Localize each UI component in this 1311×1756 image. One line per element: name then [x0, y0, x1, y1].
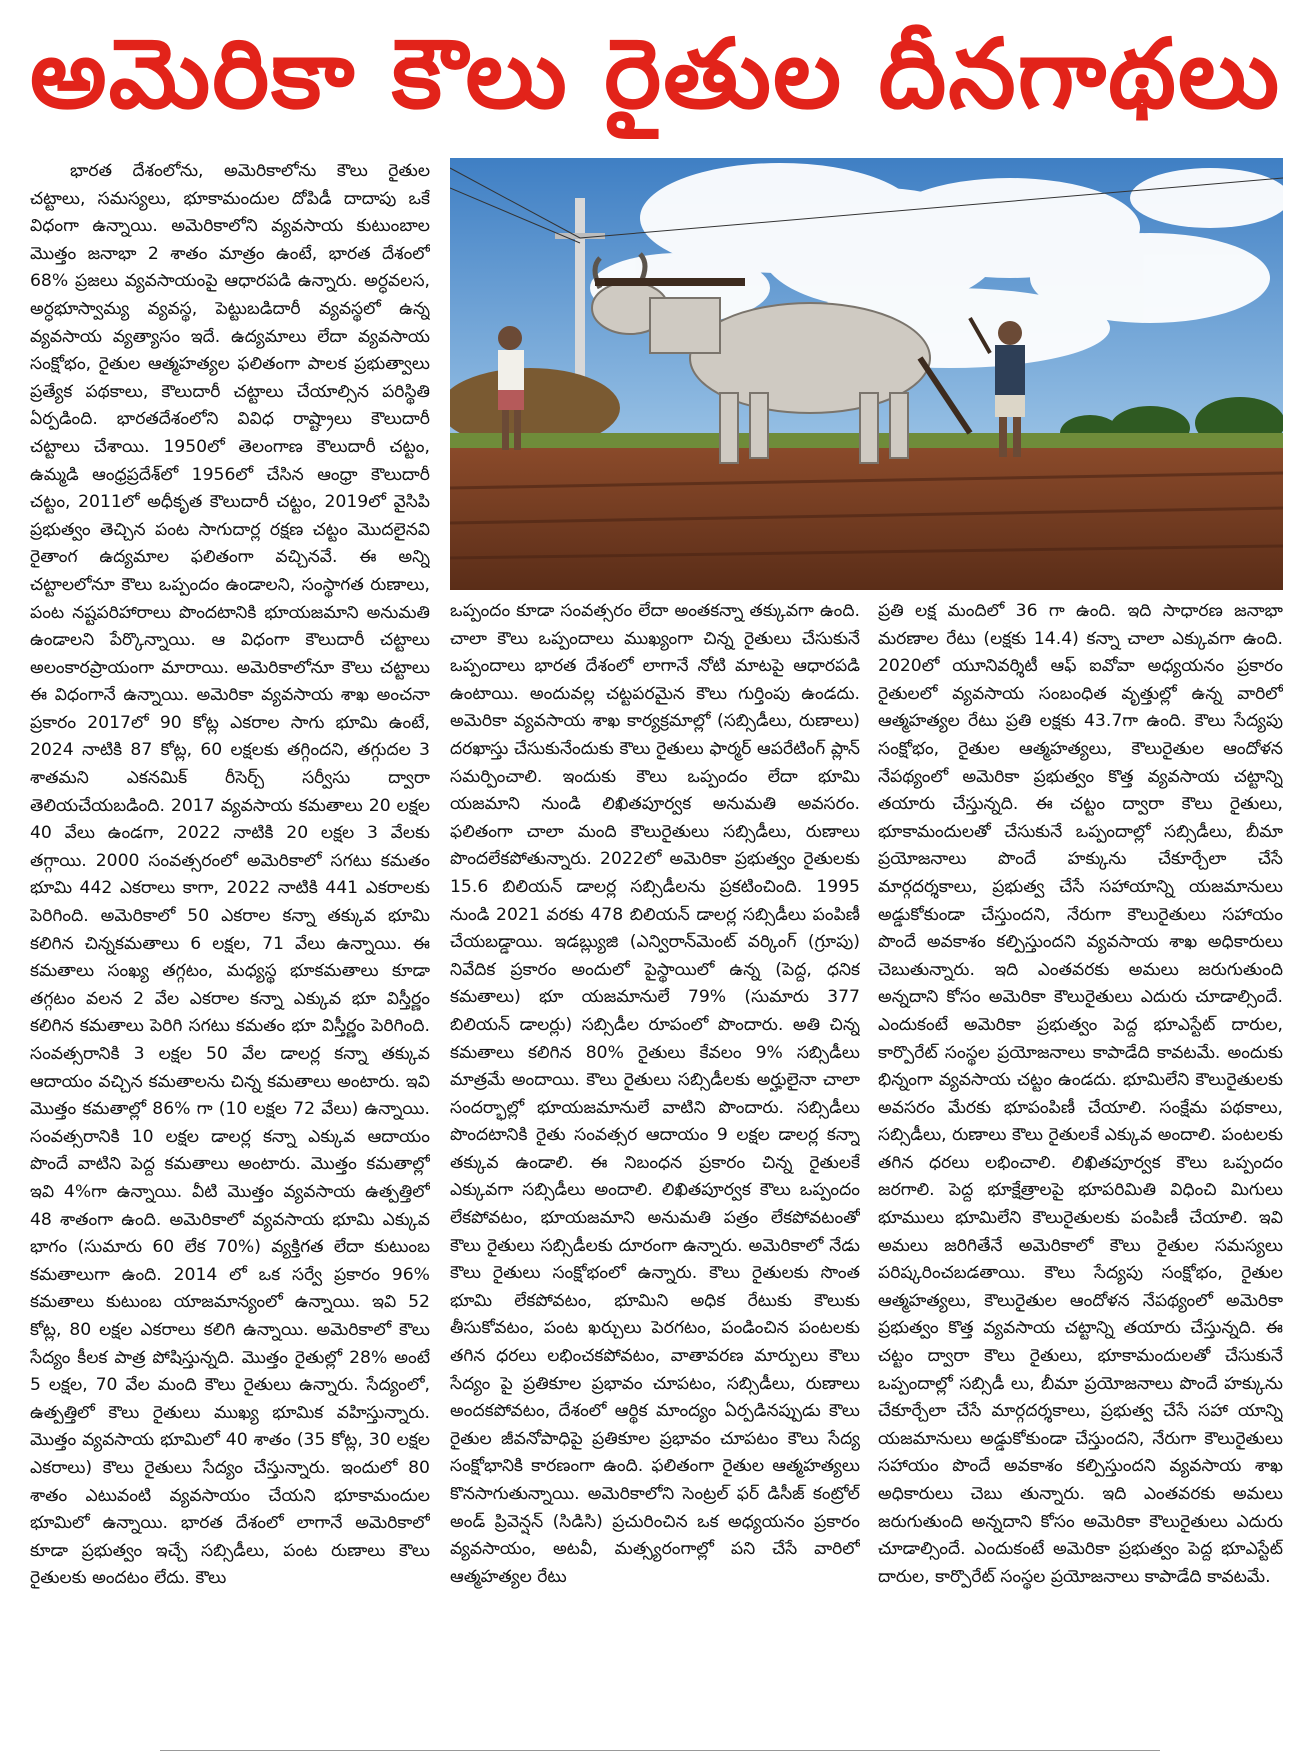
article-title: అమెరికా కౌలు రైతుల దీనగాథలు — [29, 18, 1282, 130]
column-1-text: భారత దేశంలోను, అమెరికాలోను కౌలు రైతుల చట్టాలు, సమస్యలు, భూకామందుల దోపిడీ దాదాపు ఒకే విధంగా ఉన్నాయి. అమెరికాలోని వ్యవసాయ కుటుంబాల మొత్తం జనాభా 2 శాతం మాత్రం ఉంటే, భారత దేశంలో 68% ప్రజలు వ్యవసాయంపై ఆధారపడి ఉన్నారు. అర్ధవలస, అర్ధభూస్వామ్య వ్యవస్థ, పెట్టుబడిదారీ వ్యవస్థలో ఉన్న వ్యవసాయ వ్యత్యాసం ఇదే. ఉద్యమాలు లేదా వ్యవసాయ సంక్షోభం, రైతుల ఆత్మహత్యల ఫలితంగా పాలక ప్రభుత్వాలు ప్రత్యేక పథకాలు, కౌలుదారీ చట్టాలు చేయాల్సిన పరిస్థితి ఏర్పడింది. భారతదేశంలోని వివిధ రాష్ట్రాలు కౌలుదారీ చట్టాలు చేశాయి. 1950లో తెలంగాణ కౌలుదారీ చట్టం, ఉమ్మడి ఆంధ్రప్రదేశ్‌లో 1956లో చేసిన ఆంధ్రా కౌలుదారీ చట్టం, 2011లో అధీకృత కౌలుదారీ చట్టం, 2019లో వైసిపి ప్రభుత్వం తెచ్చిన పంట సాగుదార్ల రక్షణ చట్టం మొదలైనవి రైతాంగ ఉద్యమాల ఫలితంగా వచ్చినవే. ఈ అన్ని చట్టాలలోనూ కౌలు ఒప్పందం ఉండాలని, సంస్థాగత రుణాలు, పంట నష్టపరిహారాలు పొందటానికి భూయజమాని అనుమతి ఉండాలని పేర్కొన్నాయి. ఆ విధంగా కౌలుదారీ చట్టాలు అలంకారప్రాయంగా మారాయి. అమెరికాలోనూ కౌలు చట్టాలు ఈ విధంగానే ఉన్నాయి. అమెరికా వ్యవసాయ శాఖ అంచనా ప్రకారం 2017లో 90 కోట్ల ఎకరాల సాగు భూమి ఉంటే, 2024 నాటికి 87 కోట్ల, 60 లక్షలకు తగ్గిందని, తగ్గుదల 3 శాతమని ఎకనమిక్ రీసెర్చ్ సర్వీసు ద్వారా తెలియచేయబడింది. 2017 వ్యవసాయ కమతాలు 20 లక్షల 40 వేలు ఉండగా, 2022 నాటికి 20 లక్షల 3 వేలకు తగ్గాయి. 2000 సంవత్సరంలో అమెరికాలో సగటు కమతం భూమి 442 ఎకరాలు కాగా, 2022 నాటికి 441 ఎకరాలకు పెరిగింది. అమెరికాలో 50 ఎకరాల కన్నా తక్కువ భూమి కలిగిన చిన్నకమతాలు 6 లక్షల, 71 వేలు ఉన్నాయి. ఈ కమతాలు సంఖ్య తగ్గటం, మధ్యస్థ భూకమతాలు కూడా తగ్గటం వలన 2 వేల ఎకరాల కన్నా ఎక్కువ భూ విస్తీర్ణం కలిగిన కమతాలు పెరిగి సగటు కమతం భూ విస్తీర్ణం పెరిగింది. సంవత్సరానికి 3 లక్షల 50 వేల డాలర్ల కన్నా తక్కువ ఆదాయం వచ్చిన కమతాలను చిన్న కమతాలు అంటారు. ఇవి మొత్తం కమతాల్లో 86% గా (10 లక్షల 72 వేలు) ఉన్నాయి. సంవత్సరానికి 10 లక్షల డాలర్ల కన్నా ఎక్కువ ఆదాయం పొందే వాటిని పెద్ద కమతాలు అంటారు. మొత్తం కమతాల్లో ఇవి 4%గా ఉన్నాయి. వీటి మొత్తం వ్యవసాయ ఉత్పత్తిలో 48 శాతంగా ఉంది. అమెరికాలో వ్యవసాయ భూమి ఎక్కువ భాగం (సుమారు 60 లేక 70%) వ్యక్తిగత లేదా కుటుంబ కమతాలుగా ఉంది. 2014 లో ఒక సర్వే ప్రకారం 96% కమతాలు కుటుంబ యాజమాన్యంలో ఉన్నాయి. ఇవి 52 కోట్ల, 80 లక్షల ఎకరాలు కలిగి ఉన్నాయి. అమెరికాలో కౌలు సేద్యం కీలక పాత్ర పోషిస్తున్నది. మొత్తం రైతుల్లో 28% అంటే 5 లక్షల, 70 వేల మంది కౌలు రైతులు ఉన్నారు. సేద్యంలో, ఉత్పత్తిలో కౌలు రైతులు ముఖ్య భూమిక వహిస్తున్నారు. మొత్తం వ్యవసాయ భూమిలో 40 శాతం (35 కోట్ల, 30 లక్షల ఎకరాలు) కౌలు రైతులు సేద్యం చేస్తున్నారు. ఇందులో 80 శాతం ఎటువంటి వ్యవసాయం చేయని భూకామందుల భూమిలో ఉన్నాయి. భారత దేశంలో లాగానే అమెరికాలో కూడా ప్రభుత్వం ఇచ్చే సబ్సిడీలు, పంట రుణాలు కౌలు రైతులకు అందటం లేదు. కౌలు — [30, 161, 430, 1589]
farmers-ploughing-with-oxen-photo — [450, 158, 1283, 590]
article-column-3 — [878, 598, 1283, 1750]
article-column-2 — [450, 598, 860, 1750]
column-2-text: ఒప్పందం కూడా సంవత్సరం లేదా అంతకన్నా తక్కువగా ఉంది. చాలా కౌలు ఒప్పందాలు ముఖ్యంగా చిన్న రైతులు చేసుకునే ఒప్పందాలు భారత దేశంలో లాగానే నోటి మాటపై ఆధారపడి ఉంటాయి. అందువల్ల చట్టపరమైన కౌలు గుర్తింపు ఉండదు. అమెరికా వ్యవసాయ శాఖ కార్యక్రమాల్లో (సబ్సిడీలు, రుణాలు) దరఖాస్తు చేసుకునేందుకు కౌలు రైతులు ఫార్మర్ ఆపరేటింగ్ ప్లాన్ సమర్పించాలి. ఇందుకు కౌలు ఒప్పందం లేదా భూమి యజమాని నుండి లిఖితపూర్వక అనుమతి అవసరం. ఫలితంగా చాలా మంది కౌలురైతులు సబ్సిడీలు, రుణాలు పొందలేకపోతున్నారు. 2022లో అమెరికా ప్రభుత్వం రైతులకు 15.6 బిలియన్ డాలర్ల సబ్సిడీలను ప్రకటించింది. 1995 నుండి 2021 వరకు 478 బిలియన్ డాలర్ల సబ్సిడీలు పంపిణీ చేయబడ్డాయి. ఇడబ్ల్యుజి (ఎన్విరాన్‌మెంట్ వర్కింగ్ (గ్రూపు) నివేదిక ప్రకారం అందులో పైస్థాయిలో ఉన్న (పెద్ద, ధనిక కమతాలు) భూ యజమానులే 79% (సుమారు 377 బిలియన్ డాలర్లు) సబ్సిడీల రూపంలో పొందారు. అతి చిన్న కమతాలు కలిగిన 80% రైతులు కేవలం 9% సబ్సిడీలు మాత్రమే అందాయి. కౌలు రైతులు సబ్సిడీలకు అర్హులైనా చాలా సందర్భాల్లో భూయజమానులే వాటిని పొందారు. సబ్సిడీలు పొందటానికి రైతు సంవత్సర ఆదాయం 9 లక్షల డాలర్ల కన్నా తక్కువ ఉండాలి. ఈ నిబంధన ప్రకారం చిన్న రైతులకే ఎక్కువగా సబ్సిడీలు అందాలి. లిఖితపూర్వక కౌలు ఒప్పందం లేకపోవటం, భూయజమాని అనుమతి పత్రం లేకపోవటంతో కౌలు రైతులు సబ్సిడీలకు దూరంగా ఉన్నారు. అమెరికాలో నేడు కౌలు రైతులు సంక్షోభంలో ఉన్నారు. కౌలు రైతులకు సొంత భూమి లేకపోవటం, భూమిని అధిక రేటుకు కౌలుకు తీసుకోవటం, పంట ఖర్చులు పెరగటం, పండించిన పంటలకు తగిన ధరలు లభించకపోవటం, వాతావరణ మార్పులు కౌలు సేద్యం పై ప్రతికూల ప్రభావం చూపటం, సబ్సిడీలు, రుణాలు అందకపోవటం, దేశంలో ఆర్థిక మాంద్యం ఏర్పడినప్పుడు కౌలు రైతుల జీవనోపాధిపై ప్రతికూల ప్రభావం చూపటం కౌలు సేద్య సంక్షోభానికి కారణంగా ఉంది. ఫలితంగా రైతుల ఆత్మహత్యలు కొనసాగుతున్నాయి. అమెరికాలోని సెంట్రల్ ఫర్ డిసీజ్ కంట్రోల్ అండ్ ప్రివెన్షన్ (సిడిసి) ప్రచురించిన ఒక అధ్యయనం ప్రకారం వ్యవసాయం, అటవీ, మత్స్యరంగాల్లో పని చేసే వారిలో ఆత్మహత్యల రేటు — [450, 601, 860, 1587]
headline — [0, 0, 1311, 148]
article-column-1 — [30, 158, 430, 1750]
bottom-divider — [160, 1750, 1160, 1751]
column-3-text: ప్రతి లక్ష మందిలో 36 గా ఉంది. ఇది సాధారణ జనాభా మరణాల రేటు (లక్షకు 14.4) కన్నా చాలా ఎక్కువగా ఉంది. 2020లో యూనివర్శిటీ ఆఫ్ ఐవోవా అధ్యయనం ప్రకారం రైతులలో వ్యవసాయ సంబంధిత వృత్తుల్లో ఉన్న వారిలో ఆత్మహత్యల రేటు ప్రతి లక్షకు 43.7గా ఉంది. కౌలు సేద్యపు సంక్షోభం, రైతుల ఆత్మహత్యలు, కౌలురైతుల ఆందోళన నేపథ్యంలో అమెరికా ప్రభుత్వం కొత్త వ్యవసాయ చట్టాన్ని తయారు చేస్తున్నది. ఈ చట్టం ద్వారా కౌలు రైతులు, భూకామందులతో చేసుకునే ఒప్పందాల్లో సబ్సిడీలు, బీమా ప్రయోజనాలు పొందే హక్కును చేకూర్చేలా చేసే మార్గదర్శకాలు, ప్రభుత్వ చేసే సహాయాన్ని యజమానులు అడ్డుకోకుండా చేస్తుందని, నేరుగా కౌలురైతులు సహాయం పొందే అవకాశం కల్పిస్తుందని వ్యవసాయ శాఖ అధికారులు చెబుతున్నారు. ఇది ఎంతవరకు అమలు జరుగుతుంది అన్నదాని కోసం అమెరికా కౌలురైతులు ఎదురు చూడాల్సిందే. ఎందుకంటే అమెరికా ప్రభుత్వం పెద్ద భూఎస్టేట్ దారుల, కార్పొరేట్ సంస్థల ప్రయోజనాలు కాపాడేది కావటమే. అందుకు భిన్నంగా వ్యవసాయ చట్టం ఉండదు. భూమిలేని కౌలురైతులకు అవసరం మేరకు భూపంపిణీ చేయాలి. సంక్షేమ పథకాలు, సబ్సిడీలు, రుణాలు కౌలు రైతులకే ఎక్కువ అందాలి. పంటలకు తగిన ధరలు లభించాలి. లిఖితపూర్వక కౌలు ఒప్పందం జరగాలి. పెద్ద భూక్షేత్రాలపై భూపరిమితి విధించి మిగులు భూములు భూమిలేని కౌలురైతులకు పంపిణీ చేయాలి. ఇవి అమలు జరిగితేనే అమెరికాలో కౌలు రైతుల సమస్యలు పరిష్కరించబడతాయి. కౌలు సేద్యపు సంక్షోభం, రైతుల ఆత్మహత్యలు, కౌలురైతుల ఆందోళన నేపథ్యంలో అమెరికా ప్రభుత్వం కొత్త వ్యవసాయ చట్టాన్ని తయారు చేస్తున్నది. ఈ చట్టం ద్వారా కౌలు రైతులు, భూకామందులతో చేసుకునే ఒప్పందాల్లో సబ్సిడీ లు, బీమా ప్రయోజనాలు పొందే హక్కును చేకూర్చేలా చేసే మార్గదర్శకాలు, ప్రభుత్వ చేసే సహా యాన్ని యజమానులు అడ్డుకోకుండా చేస్తుందని, నేరుగా కౌలురైతులు సహాయం పొందే అవకాశం కల్పిస్తుందని వ్యవసాయ శాఖ అధికారులు చెబు తున్నారు. ఇది ఎంతవరకు అమలు జరుగుతుంది అన్నదాని కోసం అమెరికా కౌలురైతులు ఎదురు చూడాల్సిందే. ఎందుకంటే అమెరికా ప్రభుత్వం పెద్ద భూఎస్టేట్ దారుల, కార్పొరేట్ సంస్థల ప్రయోజనాలు కాపాడేది కావటమే. — [878, 601, 1283, 1587]
